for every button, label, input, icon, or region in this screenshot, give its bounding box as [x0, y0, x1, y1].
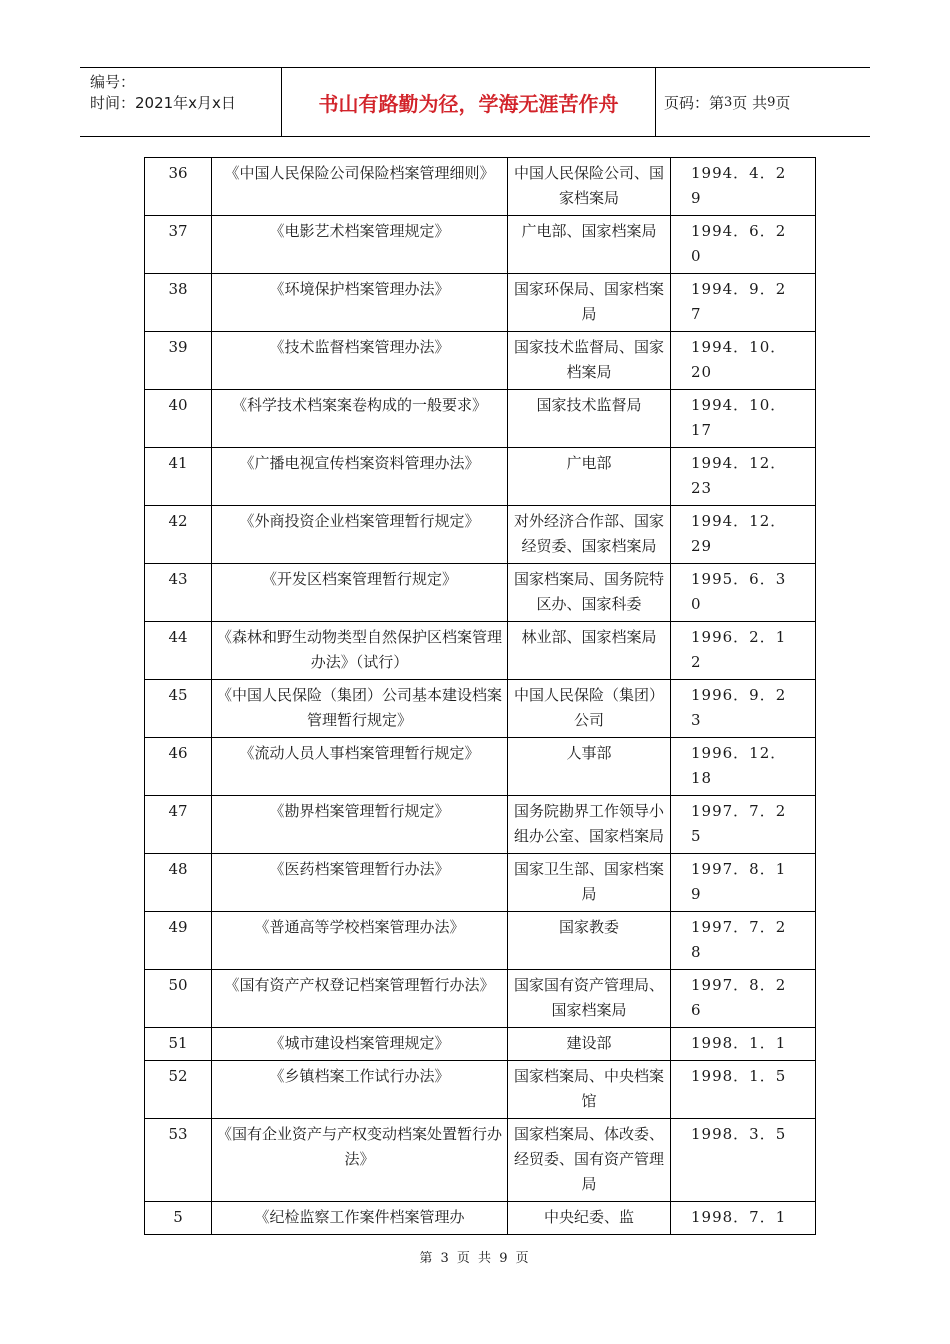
- regulation-title: 《中国人民保险公司保险档案管理细则》: [212, 158, 508, 216]
- issue-date-cell: [671, 680, 816, 738]
- issue-date-cell: [671, 912, 816, 970]
- row-number: 47: [168, 802, 188, 820]
- row-number: 49: [168, 918, 188, 936]
- regulation-title: 《勘界档案管理暂行规定》: [212, 796, 508, 854]
- issue-date: 1994．10．17: [691, 396, 787, 439]
- issue-date-cell: [671, 332, 816, 390]
- row-number-cell: [145, 448, 212, 506]
- page-total: 9: [767, 94, 776, 110]
- header-meta: [80, 68, 282, 136]
- row-number: 37: [168, 222, 188, 240]
- regulation-title: 《广播电视宣传档案资料管理办法》: [212, 448, 508, 506]
- issue-date: 1998．1．5: [691, 1067, 787, 1085]
- row-number-cell: [145, 796, 212, 854]
- issue-date-cell: [671, 1061, 816, 1119]
- issue-date-cell: [671, 1202, 816, 1235]
- issuing-authority: 中央纪委、监: [508, 1202, 671, 1235]
- issuing-authority: 广电部: [508, 448, 671, 506]
- issue-date-cell: [671, 854, 816, 912]
- issuing-authority: 广电部、国家档案局: [508, 216, 671, 274]
- issuing-authority: 建设部: [508, 1028, 671, 1061]
- row-number: 50: [168, 976, 188, 994]
- row-number: 44: [168, 628, 188, 646]
- issuing-authority: 中国人民保险公司、国家档案局: [508, 158, 671, 216]
- table-row: [145, 1061, 816, 1119]
- issue-date-cell: [671, 274, 816, 332]
- issue-date-cell: [671, 216, 816, 274]
- table-row: [145, 1119, 816, 1202]
- issue-date-cell: [671, 158, 816, 216]
- row-number-cell: [145, 158, 212, 216]
- row-number-cell: [145, 390, 212, 448]
- table-row: [145, 970, 816, 1028]
- row-number: 42: [168, 512, 188, 530]
- issue-date: 1998．1．1: [691, 1034, 787, 1052]
- issue-date-cell: [671, 622, 816, 680]
- regulation-title: 《技术监督档案管理办法》: [212, 332, 508, 390]
- row-number: 53: [168, 1125, 188, 1143]
- issue-date-cell: [671, 1028, 816, 1061]
- issuing-authority: 国务院勘界工作领导小组办公室、国家档案局: [508, 796, 671, 854]
- row-number-cell: [145, 1061, 212, 1119]
- row-number-cell: [145, 1119, 212, 1202]
- regulation-title: 《国有企业资产与产权变动档案处置暂行办法》: [212, 1119, 508, 1202]
- issue-date: 1994．4．29: [691, 164, 787, 207]
- row-number: 41: [168, 454, 188, 472]
- issue-date: 1997．8．19: [691, 860, 787, 903]
- issue-date: 1996．9．23: [691, 686, 787, 729]
- issuing-authority: 国家档案局、体改委、经贸委、国有资产管理局: [508, 1119, 671, 1202]
- row-number-cell: [145, 274, 212, 332]
- regulation-title: 《医药档案管理暂行办法》: [212, 854, 508, 912]
- issuing-authority: 对外经济合作部、国家经贸委、国家档案局: [508, 506, 671, 564]
- regulation-title: 《乡镇档案工作试行办法》: [212, 1061, 508, 1119]
- issue-date-cell: [671, 1119, 816, 1202]
- table-row: [145, 622, 816, 680]
- row-number: 39: [168, 338, 188, 356]
- issue-date-cell: [671, 448, 816, 506]
- issuing-authority: 国家国有资产管理局、国家档案局: [508, 970, 671, 1028]
- issue-date-cell: [671, 506, 816, 564]
- issue-date-cell: [671, 390, 816, 448]
- table-row: [145, 564, 816, 622]
- code-label: 编号：: [90, 73, 136, 91]
- page-footer: 第 3 页 共 9 页: [419, 1251, 531, 1266]
- regulation-title: 《电影艺术档案管理规定》: [212, 216, 508, 274]
- row-number: 52: [168, 1067, 188, 1085]
- table-row: [145, 796, 816, 854]
- issue-date-cell: [671, 796, 816, 854]
- table-row: [145, 680, 816, 738]
- row-number-cell: [145, 854, 212, 912]
- issue-date-cell: [671, 564, 816, 622]
- time-label: 时间：2021年x月x日: [90, 94, 236, 112]
- page-suffix: 页: [775, 93, 791, 112]
- table-row: [145, 912, 816, 970]
- page-header: [80, 67, 870, 137]
- row-number: 43: [168, 570, 188, 588]
- header-page-info: [656, 68, 870, 136]
- issuing-authority: 国家卫生部、国家档案局: [508, 854, 671, 912]
- row-number: 36: [168, 164, 188, 182]
- row-number-cell: [145, 506, 212, 564]
- row-number: 46: [168, 744, 188, 762]
- regulations-table: [144, 157, 816, 1235]
- row-number-cell: [145, 216, 212, 274]
- regulation-title: 《森林和野生动物类型自然保护区档案管理办法》（试行）: [212, 622, 508, 680]
- issue-date: 1997．7．25: [691, 802, 787, 845]
- regulation-title: 《流动人员人事档案管理暂行规定》: [212, 738, 508, 796]
- issue-date-cell: [671, 970, 816, 1028]
- regulation-title: 《国有资产产权登记档案管理暂行办法》: [212, 970, 508, 1028]
- issuing-authority: 国家环保局、国家档案局: [508, 274, 671, 332]
- header-motto: 书山有路勤为径，学海无涯苦作舟: [282, 68, 656, 136]
- row-number-cell: [145, 680, 212, 738]
- table-row: [145, 1202, 816, 1235]
- row-number: 38: [168, 280, 188, 298]
- issue-date: 1998．3．5: [691, 1125, 787, 1143]
- issue-date: 1998．7．1: [691, 1208, 787, 1226]
- table-row: [145, 158, 816, 216]
- issue-date-cell: [671, 738, 816, 796]
- regulation-title: 《外商投资企业档案管理暂行规定》: [212, 506, 508, 564]
- issuing-authority: 国家技术监督局: [508, 390, 671, 448]
- regulation-title: 《纪检监察工作案件档案管理办: [212, 1202, 508, 1235]
- issuing-authority: 国家教委: [508, 912, 671, 970]
- issuing-authority: 人事部: [508, 738, 671, 796]
- table-row: [145, 448, 816, 506]
- issue-date: 1994．10．20: [691, 338, 787, 381]
- table-row: [145, 1028, 816, 1061]
- row-number: 48: [168, 860, 188, 878]
- issuing-authority: 国家档案局、中央档案馆: [508, 1061, 671, 1119]
- table-row: [145, 738, 816, 796]
- issue-date: 1995．6．30: [691, 570, 787, 613]
- table-row: [145, 216, 816, 274]
- regulation-title: 《普通高等学校档案管理办法》: [212, 912, 508, 970]
- issue-date: 1994．6．20: [691, 222, 787, 265]
- row-number-cell: [145, 970, 212, 1028]
- row-number: 45: [168, 686, 188, 704]
- regulation-title: 《中国人民保险（集团）公司基本建设档案管理暂行规定》: [212, 680, 508, 738]
- row-number-cell: [145, 738, 212, 796]
- row-number: 40: [168, 396, 188, 414]
- table-row: [145, 390, 816, 448]
- issue-date: 1994．12．29: [691, 512, 787, 555]
- table-row: [145, 506, 816, 564]
- regulation-title: 《环境保护档案管理办法》: [212, 274, 508, 332]
- page-mid: 页 共: [732, 93, 768, 112]
- regulation-title: 《科学技术档案案卷构成的一般要求》: [212, 390, 508, 448]
- issue-date: 1994．9．27: [691, 280, 787, 323]
- issuing-authority: 中国人民保险（集团）公司: [508, 680, 671, 738]
- row-number-cell: [145, 332, 212, 390]
- issuing-authority: 国家档案局、国务院特区办、国家科委: [508, 564, 671, 622]
- issue-date: 1996．12．18: [691, 744, 787, 787]
- row-number-cell: [145, 1028, 212, 1061]
- row-number-cell: [145, 622, 212, 680]
- table-row: [145, 274, 816, 332]
- row-number: 5: [173, 1208, 183, 1226]
- row-number-cell: [145, 564, 212, 622]
- row-number-cell: [145, 912, 212, 970]
- table-row: [145, 332, 816, 390]
- regulation-title: 《开发区档案管理暂行规定》: [212, 564, 508, 622]
- row-number-cell: [145, 1202, 212, 1235]
- issue-date: 1994．12．23: [691, 454, 787, 497]
- page-number: 3: [724, 94, 733, 110]
- issue-date: 1997．7．28: [691, 918, 787, 961]
- table-row: [145, 854, 816, 912]
- issuing-authority: 国家技术监督局、国家档案局: [508, 332, 671, 390]
- row-number: 51: [168, 1034, 188, 1052]
- regulation-title: 《城市建设档案管理规定》: [212, 1028, 508, 1061]
- issue-date: 1997．8．26: [691, 976, 787, 1019]
- regulations-table-body: [145, 158, 816, 1235]
- issuing-authority: 林业部、国家档案局: [508, 622, 671, 680]
- issue-date: 1996．2．12: [691, 628, 787, 671]
- page-prefix: 页码：第: [664, 93, 725, 112]
